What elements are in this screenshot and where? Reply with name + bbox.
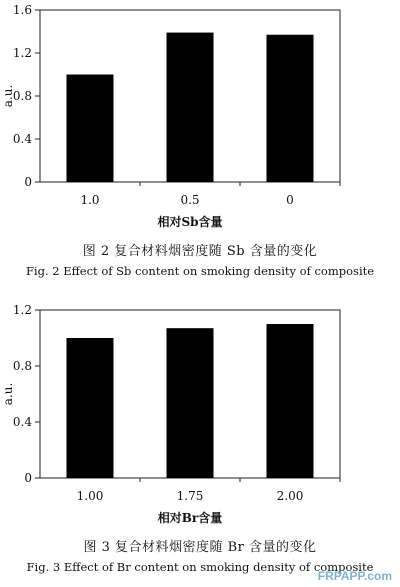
x-tick-label: 0.5 <box>180 193 200 207</box>
y-tick-label: 0.8 <box>12 89 32 103</box>
figure-sb-content <box>0 0 400 290</box>
y-axis-title: a.u. <box>1 84 15 108</box>
x-tick-label: 1.00 <box>76 489 104 503</box>
bar <box>267 324 314 478</box>
y-tick-label: 0 <box>24 175 32 189</box>
x-tick-label: 1.75 <box>176 489 204 503</box>
chart-br-content <box>0 290 400 536</box>
y-tick-label: 0.4 <box>12 132 32 146</box>
y-tick-label: 1.6 <box>12 3 32 17</box>
y-axis-title: a.u. <box>1 382 15 406</box>
y-tick-label: 0.8 <box>12 359 32 373</box>
bar <box>67 338 114 478</box>
bar <box>67 75 114 183</box>
figure-caption-en: Fig. 2 Effect of Sb content on smoking density of composite <box>25 264 375 278</box>
figure-caption-zh: 图 2 复合材料烟密度随 Sb 含量的变化 <box>82 244 318 259</box>
figure-caption-en: Fig. 3 Effect of Br content on smoking density of composite <box>26 560 374 574</box>
x-tick-label: 1.0 <box>80 193 100 207</box>
figure-caption-zh: 图 3 复合材料烟密度随 Br 含量的变化 <box>83 540 317 555</box>
x-axis-title: 相对Sb含量 <box>157 215 223 229</box>
y-tick-label: 1.2 <box>12 303 32 317</box>
chart-sb-content <box>0 0 400 240</box>
x-tick-label: 0 <box>286 193 294 207</box>
bar <box>267 35 314 182</box>
x-axis-title: 相对Br含量 <box>157 511 223 525</box>
y-tick-label: 0.4 <box>12 415 32 429</box>
y-tick-label: 1.2 <box>12 46 32 60</box>
bar <box>167 33 214 182</box>
figure-br-content <box>0 290 400 587</box>
bar <box>167 328 214 478</box>
watermark-logo: FRPAPP.com <box>317 569 392 583</box>
y-tick-label: 0 <box>24 471 32 485</box>
x-tick-label: 2.00 <box>276 489 304 503</box>
